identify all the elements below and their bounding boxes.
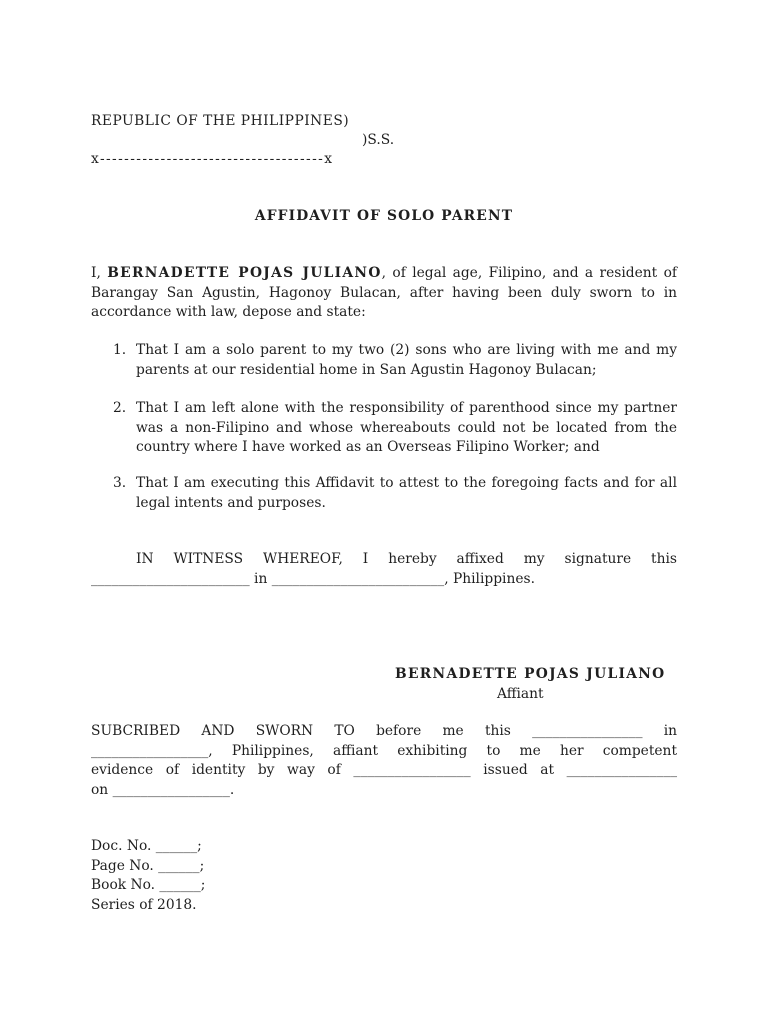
notarial-register — [91, 837, 391, 915]
witness-clause — [91, 550, 677, 589]
signature-name: BERNADETTE POJAS JULIANO — [395, 666, 666, 682]
jurat-line: on _________________. — [91, 781, 235, 798]
statement-item — [136, 474, 677, 513]
witness-line-2: _______________________ in _________________________, Philippines. — [91, 570, 535, 587]
intro-paragraph — [91, 264, 677, 323]
statement-line: legal intents and purposes. — [136, 494, 326, 511]
statement-line: country where I have worked as an Overseas Filipino Worker; and — [136, 439, 600, 455]
statement-number: 3. — [113, 475, 127, 491]
doc-number: Doc. No. ______; — [91, 838, 202, 854]
series-year: Series of 2018. — [91, 896, 197, 913]
intro-line-1-rest: , of legal age, Filipino, and a resident of — [381, 265, 677, 281]
jurat-line: SUBCRIBED AND SWORN TO before me this ________________ in — [91, 723, 677, 739]
statement-line: That I am executing this Affidavit to attest to the foregoing facts and for all — [136, 475, 677, 491]
statement-item — [136, 341, 677, 380]
jurat-line: evidence of identity by way of _________________ issued at ________________ — [91, 762, 677, 778]
book-number: Book No. ______; — [91, 877, 206, 893]
jurat-paragraph — [91, 722, 677, 800]
venue-republic: REPUBLIC OF THE PHILIPPINES) — [91, 113, 350, 129]
witness-line-1: IN WITNESS WHEREOF, I hereby affixed my signature this — [136, 551, 677, 567]
statement-number: 2. — [113, 400, 127, 416]
affiant-name-inline: BERNADETTE POJAS JULIANO — [107, 265, 382, 281]
page-number: Page No. ______; — [91, 857, 205, 874]
venue-divider: x-------------------------------------x — [91, 151, 334, 167]
statement-number: 1. — [113, 342, 127, 358]
intro-line-2: Barangay San Agustin, Hagonoy Bulacan, after having been duly sworn to in — [91, 284, 677, 301]
statement-item — [136, 399, 677, 458]
intro-line-3: accordance with law, depose and state: — [91, 304, 366, 320]
document-title: AFFIDAVIT OF SOLO PARENT — [254, 208, 514, 224]
venue-ss: )S.S. — [362, 132, 395, 148]
statement-line: was a non-Filipino and whose whereabouts could not be located from the — [136, 419, 677, 436]
intro-line-1 — [91, 264, 677, 284]
statement-line: That I am left alone with the responsibility of parenthood since my partner — [136, 400, 677, 416]
statement-line: That I am a solo parent to my two (2) sons who are living with me and my — [136, 342, 677, 358]
intro-prefix: I, — [91, 265, 108, 281]
statement-line: parents at our residential home in San Agustin Hagonoy Bulacan; — [136, 361, 597, 378]
jurat-line: _________________, Philippines, affiant exhibiting to me her competent — [91, 742, 677, 759]
signature-role: Affiant — [497, 686, 544, 702]
